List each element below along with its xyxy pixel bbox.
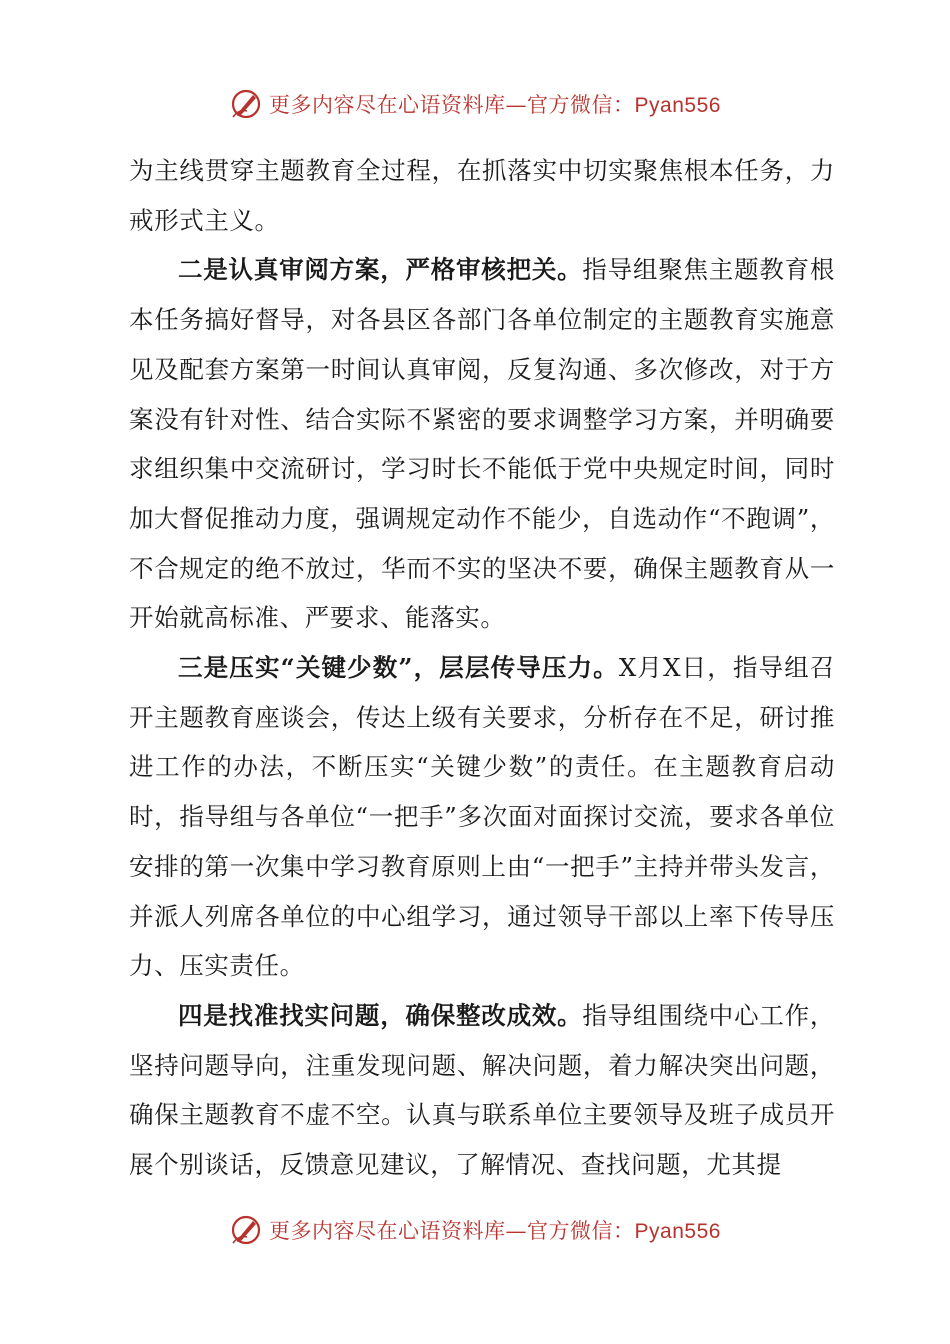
- paragraph-1-heading: 二是认真审阅方案，严格审核把关。: [178, 255, 583, 285]
- paragraph-continuation: [129, 146, 835, 245]
- document-body: [129, 146, 835, 1190]
- footer-banner: [0, 1210, 950, 1250]
- paragraph-3-heading: 四是找准找实问题，确保整改成效。: [178, 1000, 583, 1030]
- paragraph-key-minority: [129, 643, 835, 991]
- header-banner: [0, 84, 950, 124]
- header-banner-wechat-label: 官方微信：: [527, 93, 635, 117]
- paragraph-0-text: 为主线贯穿主题教育全过程，在抓落实中切实聚焦根本任务，力戒形式主义。: [129, 156, 835, 235]
- footer-banner-dash: —: [505, 1219, 528, 1243]
- pen-circle-logo-icon: [229, 1213, 263, 1247]
- footer-banner-wechat-label: 官方微信：: [527, 1219, 635, 1243]
- paragraph-review-plan: [129, 245, 835, 643]
- footer-banner-text: [269, 1215, 721, 1245]
- header-banner-text: [269, 89, 721, 119]
- footer-banner-wechat-id: Pyan556: [634, 1220, 721, 1243]
- pen-circle-logo-icon: [229, 87, 263, 121]
- footer-banner-inner: [229, 1213, 721, 1247]
- paragraph-2-heading: 三是压实“关键少数”，层层传导压力。: [178, 653, 619, 683]
- paragraph-1-text: 指导组聚焦主题教育根本任务搞好督导，对各县区各部门各单位制定的主题教育实施意见及配套方案第一时间认真审阅，反复沟通、多次修改，对于方案没有针对性、结合实际不紧密的要求调整学习方案，并明确要求组织集中交流研讨，学习时长不能低于党中央规定时间，同时加大督促推动力度，强调规定动作不能少，自选动作“不跑调”，不合规定的绝不放过，华而不实的坚决不要，确保主题教育从一开始就高标准、严要求、能落实。: [129, 255, 836, 633]
- paragraph-find-problems: [129, 991, 835, 1190]
- paragraph-2-text: X月X日，指导组召开主题教育座谈会，传达上级有关要求，分析存在不足，研讨推进工作的办法，不断压实“关键少数”的责任。在主题教育启动时，指导组与各单位“一把手”多次面对面探讨交流，要求各单位安排的第一次集中学习教育原则上由“一把手”主持并带头发言，并派人列席各单位的中心组学习，通过领导干部以上率下传导压力、压实责任。: [129, 653, 835, 981]
- header-banner-inner: [229, 87, 721, 121]
- header-banner-dash: —: [505, 93, 528, 117]
- paragraph-3-text: 指导组围绕中心工作，坚持问题导向，注重发现问题、解决问题，着力解决突出问题，确保主题教育不虚不空。认真与联系单位主要领导及班子成员开展个别谈话，反馈意见建议，了解情况、查找问题，尤其提: [129, 1000, 836, 1180]
- header-banner-wechat-id: Pyan556: [634, 94, 721, 117]
- footer-banner-main: 更多内容尽在心语资料库: [269, 1219, 506, 1243]
- header-banner-main: 更多内容尽在心语资料库: [269, 93, 506, 117]
